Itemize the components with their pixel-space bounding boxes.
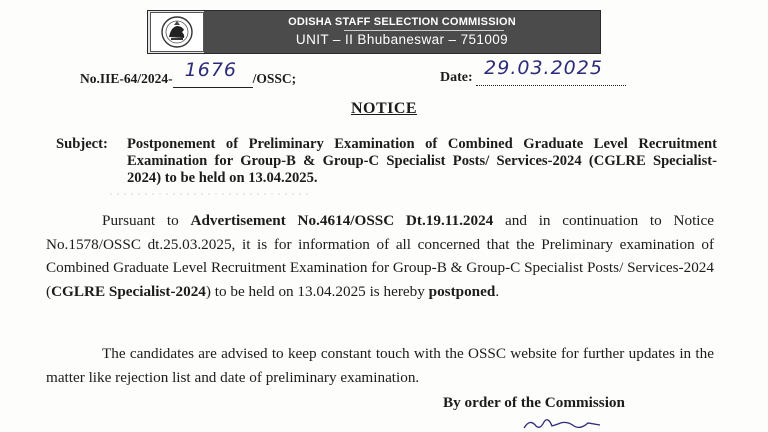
postponed-word: postponed [428, 282, 496, 300]
reference-number-line [173, 59, 253, 88]
subject-text: Postponement of Preliminary Examination of Combined Graduate Level Recruitment Examination for Group-B & Group-C Specialist Posts/ Services-2024 (CGLRE Specialist-2024) to be held on 13.04.2025. [127, 136, 717, 186]
letterhead [147, 10, 601, 54]
date-line [476, 57, 626, 86]
advertisement-reference: Advertisement No.4614/OSSC Dt.19.11.2024 [190, 212, 494, 229]
p1-part-a: Pursuant to [102, 212, 191, 229]
handwritten-reference-number: 1676 [184, 59, 237, 81]
organization-name: ODISHA STAFF SELECTION COMMISSION [288, 16, 516, 28]
closing-line: By order of the Commission [443, 394, 625, 411]
notice-date [440, 57, 626, 86]
p1-part-c: and in continuation to Notice No.1578/OSSC dt.25.03.2025, it is for information of all concerned that the Preliminary examination of Combined Graduate Level Recruitment Examination for Group-B & Group-C Specialist Posts/ Services-2024 ( [46, 212, 714, 300]
letterhead-band [204, 11, 600, 53]
subject-label: Subject: [56, 136, 108, 152]
exam-code: CGLRE Specialist-2024 [51, 282, 206, 300]
organization-unit: UNIT – II Bhubaneswar – 751009 [295, 32, 509, 47]
body-paragraph-2: The candidates are advised to keep constant touch with the OSSC website for further updates in the matter like rejection list and date of preliminary examination. [46, 345, 714, 386]
reference-suffix: /OSSC; [252, 71, 297, 86]
p1-part-g: . [495, 282, 500, 300]
reference-prefix: No.IIE-64/2024- [80, 71, 173, 86]
body-paragraph-1 [46, 209, 714, 303]
date-label: Date: [440, 70, 473, 85]
odisha-emblem-icon [150, 12, 204, 52]
letterhead-divider [344, 30, 504, 31]
p1-part-e: ) to be held on 13.04.2025 is hereby [205, 282, 429, 300]
reference-number [80, 59, 297, 88]
scan-artifact [110, 192, 310, 196]
signature [522, 414, 612, 432]
page-title: NOTICE [350, 100, 418, 117]
handwritten-date: 29.03.2025 [484, 57, 603, 79]
